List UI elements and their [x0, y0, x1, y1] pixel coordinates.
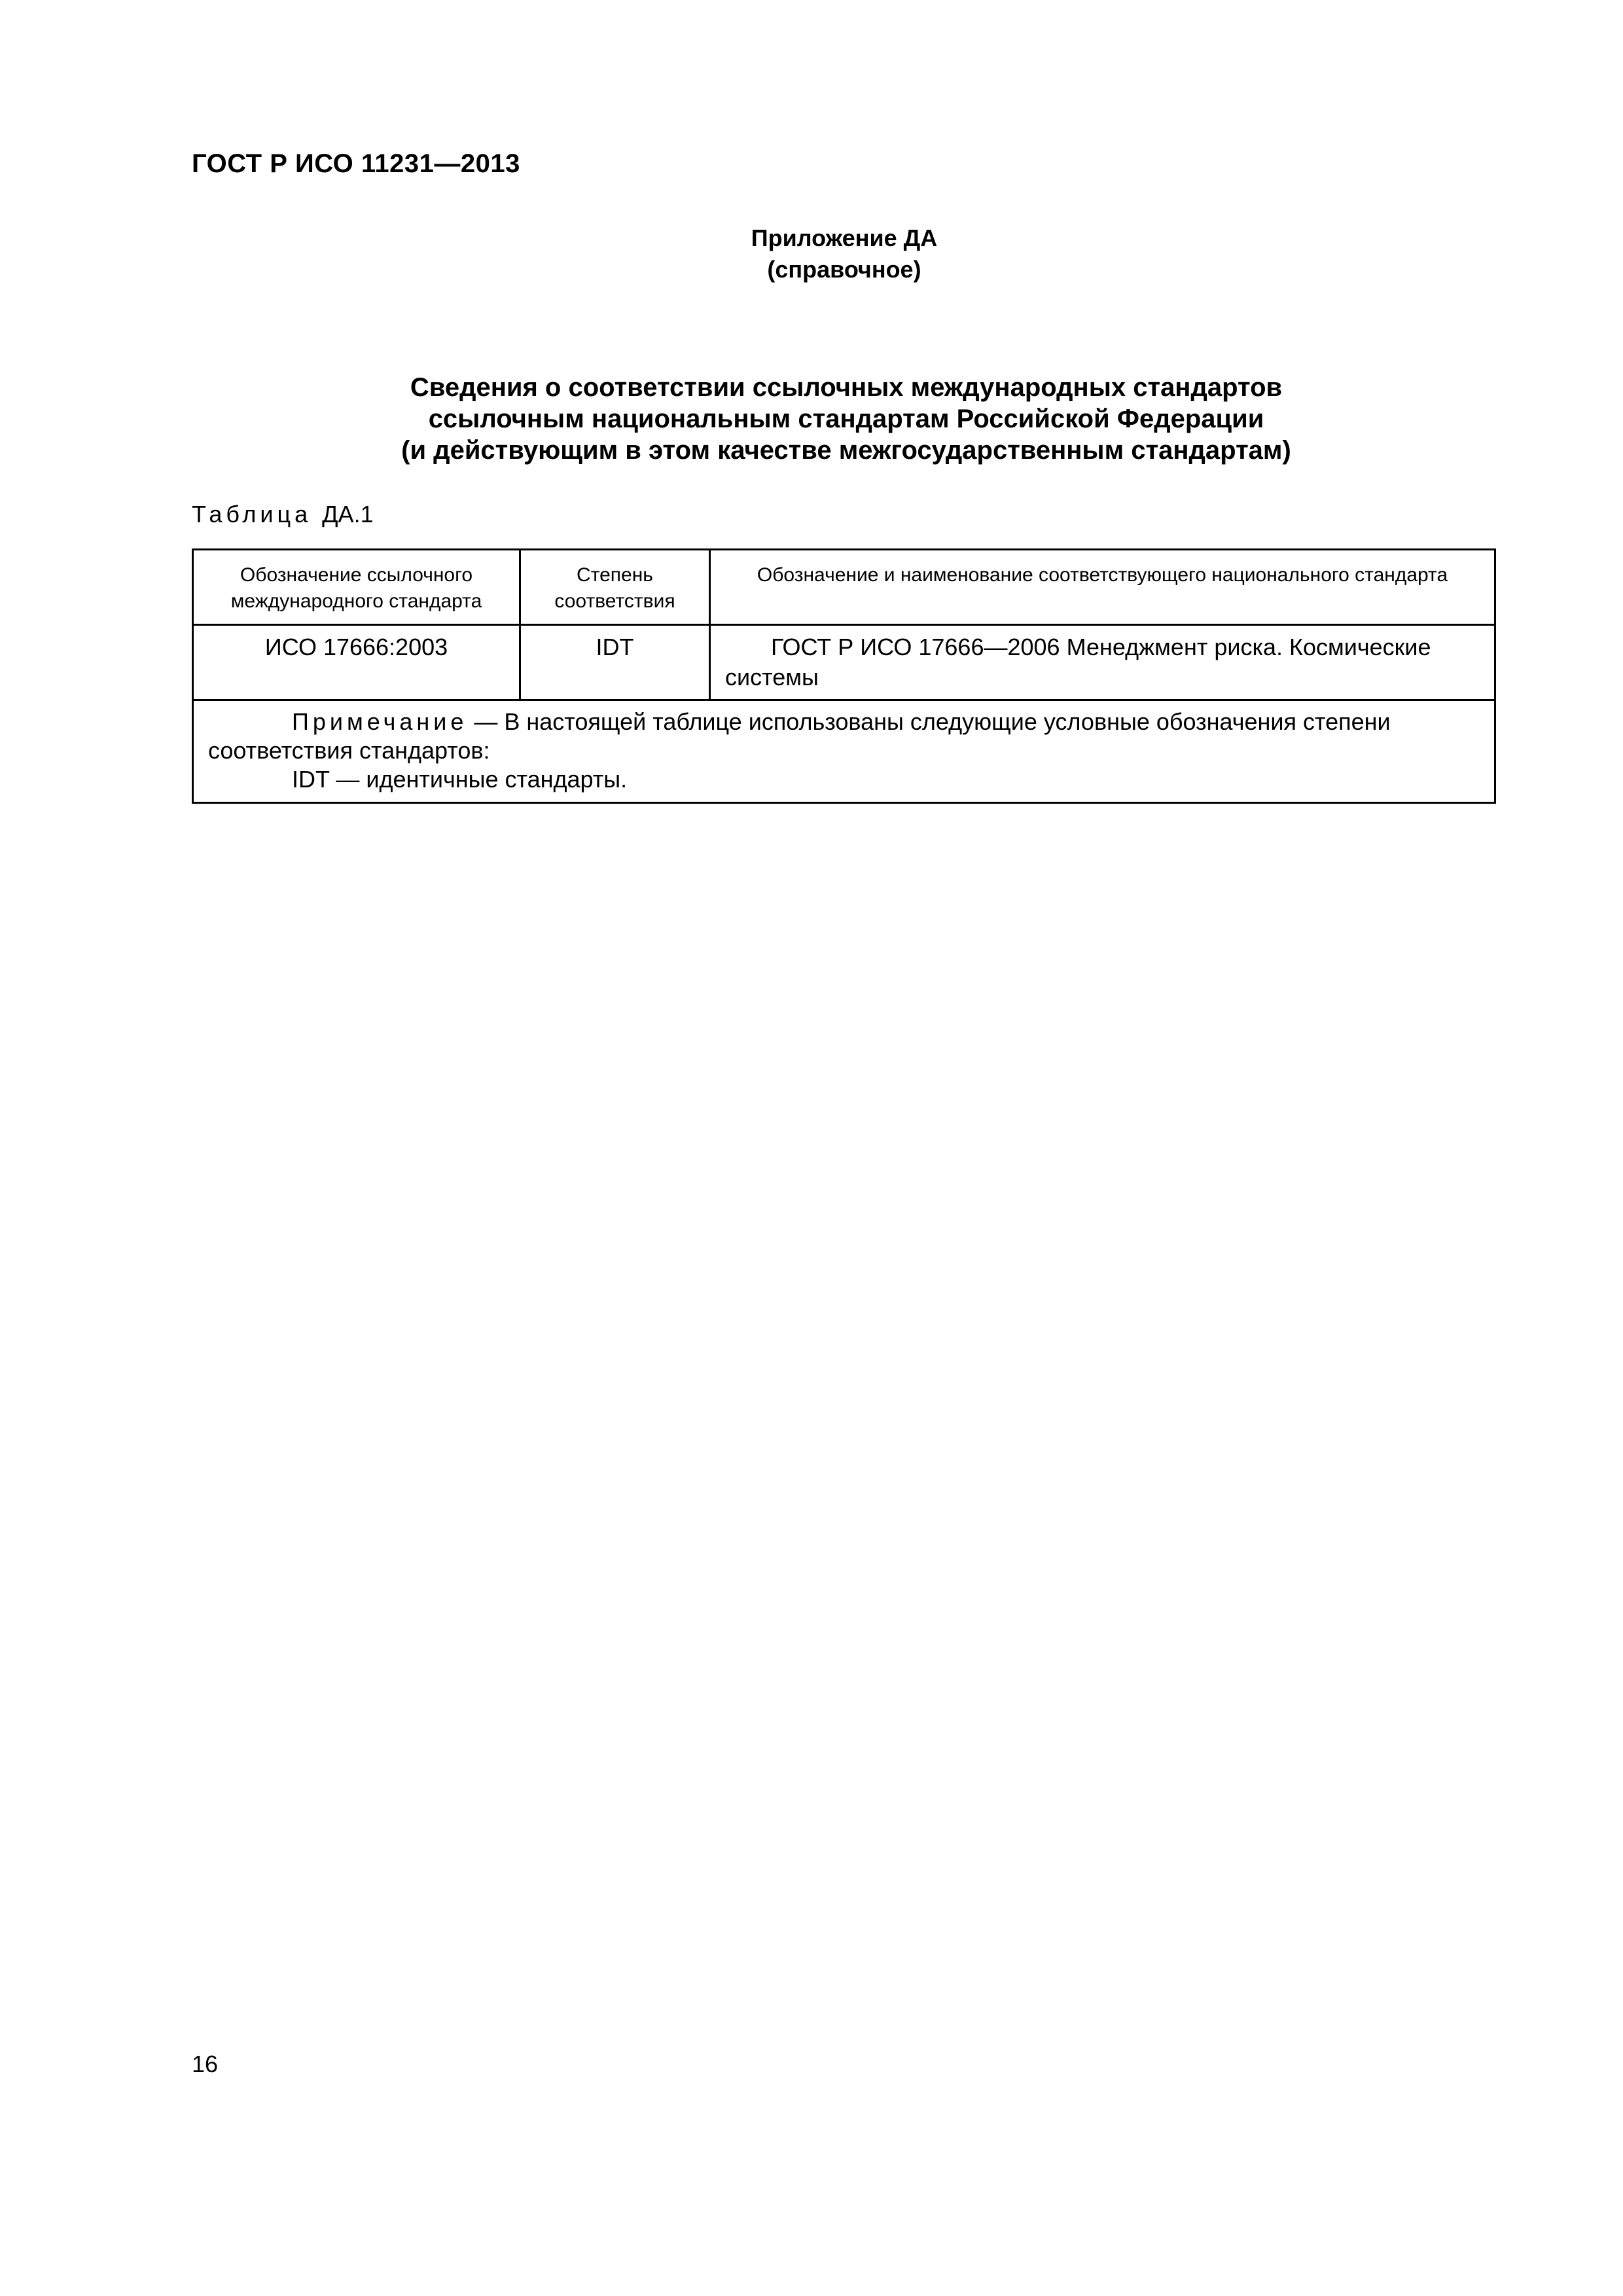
table-row: [193, 625, 1495, 700]
table-caption-number: ДА.1: [322, 501, 374, 528]
annex-title: Приложение ДА: [751, 224, 938, 251]
note-item-line: [208, 765, 1480, 794]
table-note-row: [193, 700, 1495, 803]
table-caption-label: Таблица: [192, 501, 312, 528]
cell-national-standard: [710, 625, 1495, 700]
column-header-intl-standard: Обозначение ссылочного международного стандарта: [193, 550, 520, 625]
page-number: 16: [192, 2051, 219, 2077]
annex-heading: [746, 223, 942, 285]
note-text: — В настоящей таблице использованы следующие условные обозначения степени соответствия стандартов:: [208, 708, 1391, 764]
note-label: Примечание: [292, 708, 468, 735]
main-title-line-3: (и действующим в этом качестве межгосударственным стандартам): [401, 436, 1291, 465]
national-standard-text: ГОСТ Р ИСО 17666—2006 Менеджмент риска. Космические системы: [725, 634, 1431, 691]
note-paragraph: [208, 708, 1480, 765]
cell-degree: IDT: [520, 625, 710, 700]
note-item: IDT — идентичные стандарты.: [292, 766, 628, 793]
standards-table: [192, 548, 1496, 804]
cell-intl-standard: ИСО 17666:2003: [193, 625, 520, 700]
table-note: [193, 700, 1495, 803]
main-title-line-1: Сведения о соответствии ссылочных международных стандартов: [410, 373, 1283, 402]
annex-status: (справочное): [767, 256, 921, 283]
table-header-row: [193, 550, 1495, 625]
main-title-line-2: ссылочным национальным стандартам Российской Федерации: [428, 404, 1264, 433]
column-header-degree: Степень соответствия: [520, 550, 710, 625]
annex-main-title: [192, 372, 1501, 466]
column-header-national-standard: Обозначение и наименование соответствующего национального стандарта: [710, 550, 1495, 625]
table-caption: [192, 501, 374, 528]
document-code: ГОСТ Р ИСО 11231—2013: [192, 149, 520, 178]
